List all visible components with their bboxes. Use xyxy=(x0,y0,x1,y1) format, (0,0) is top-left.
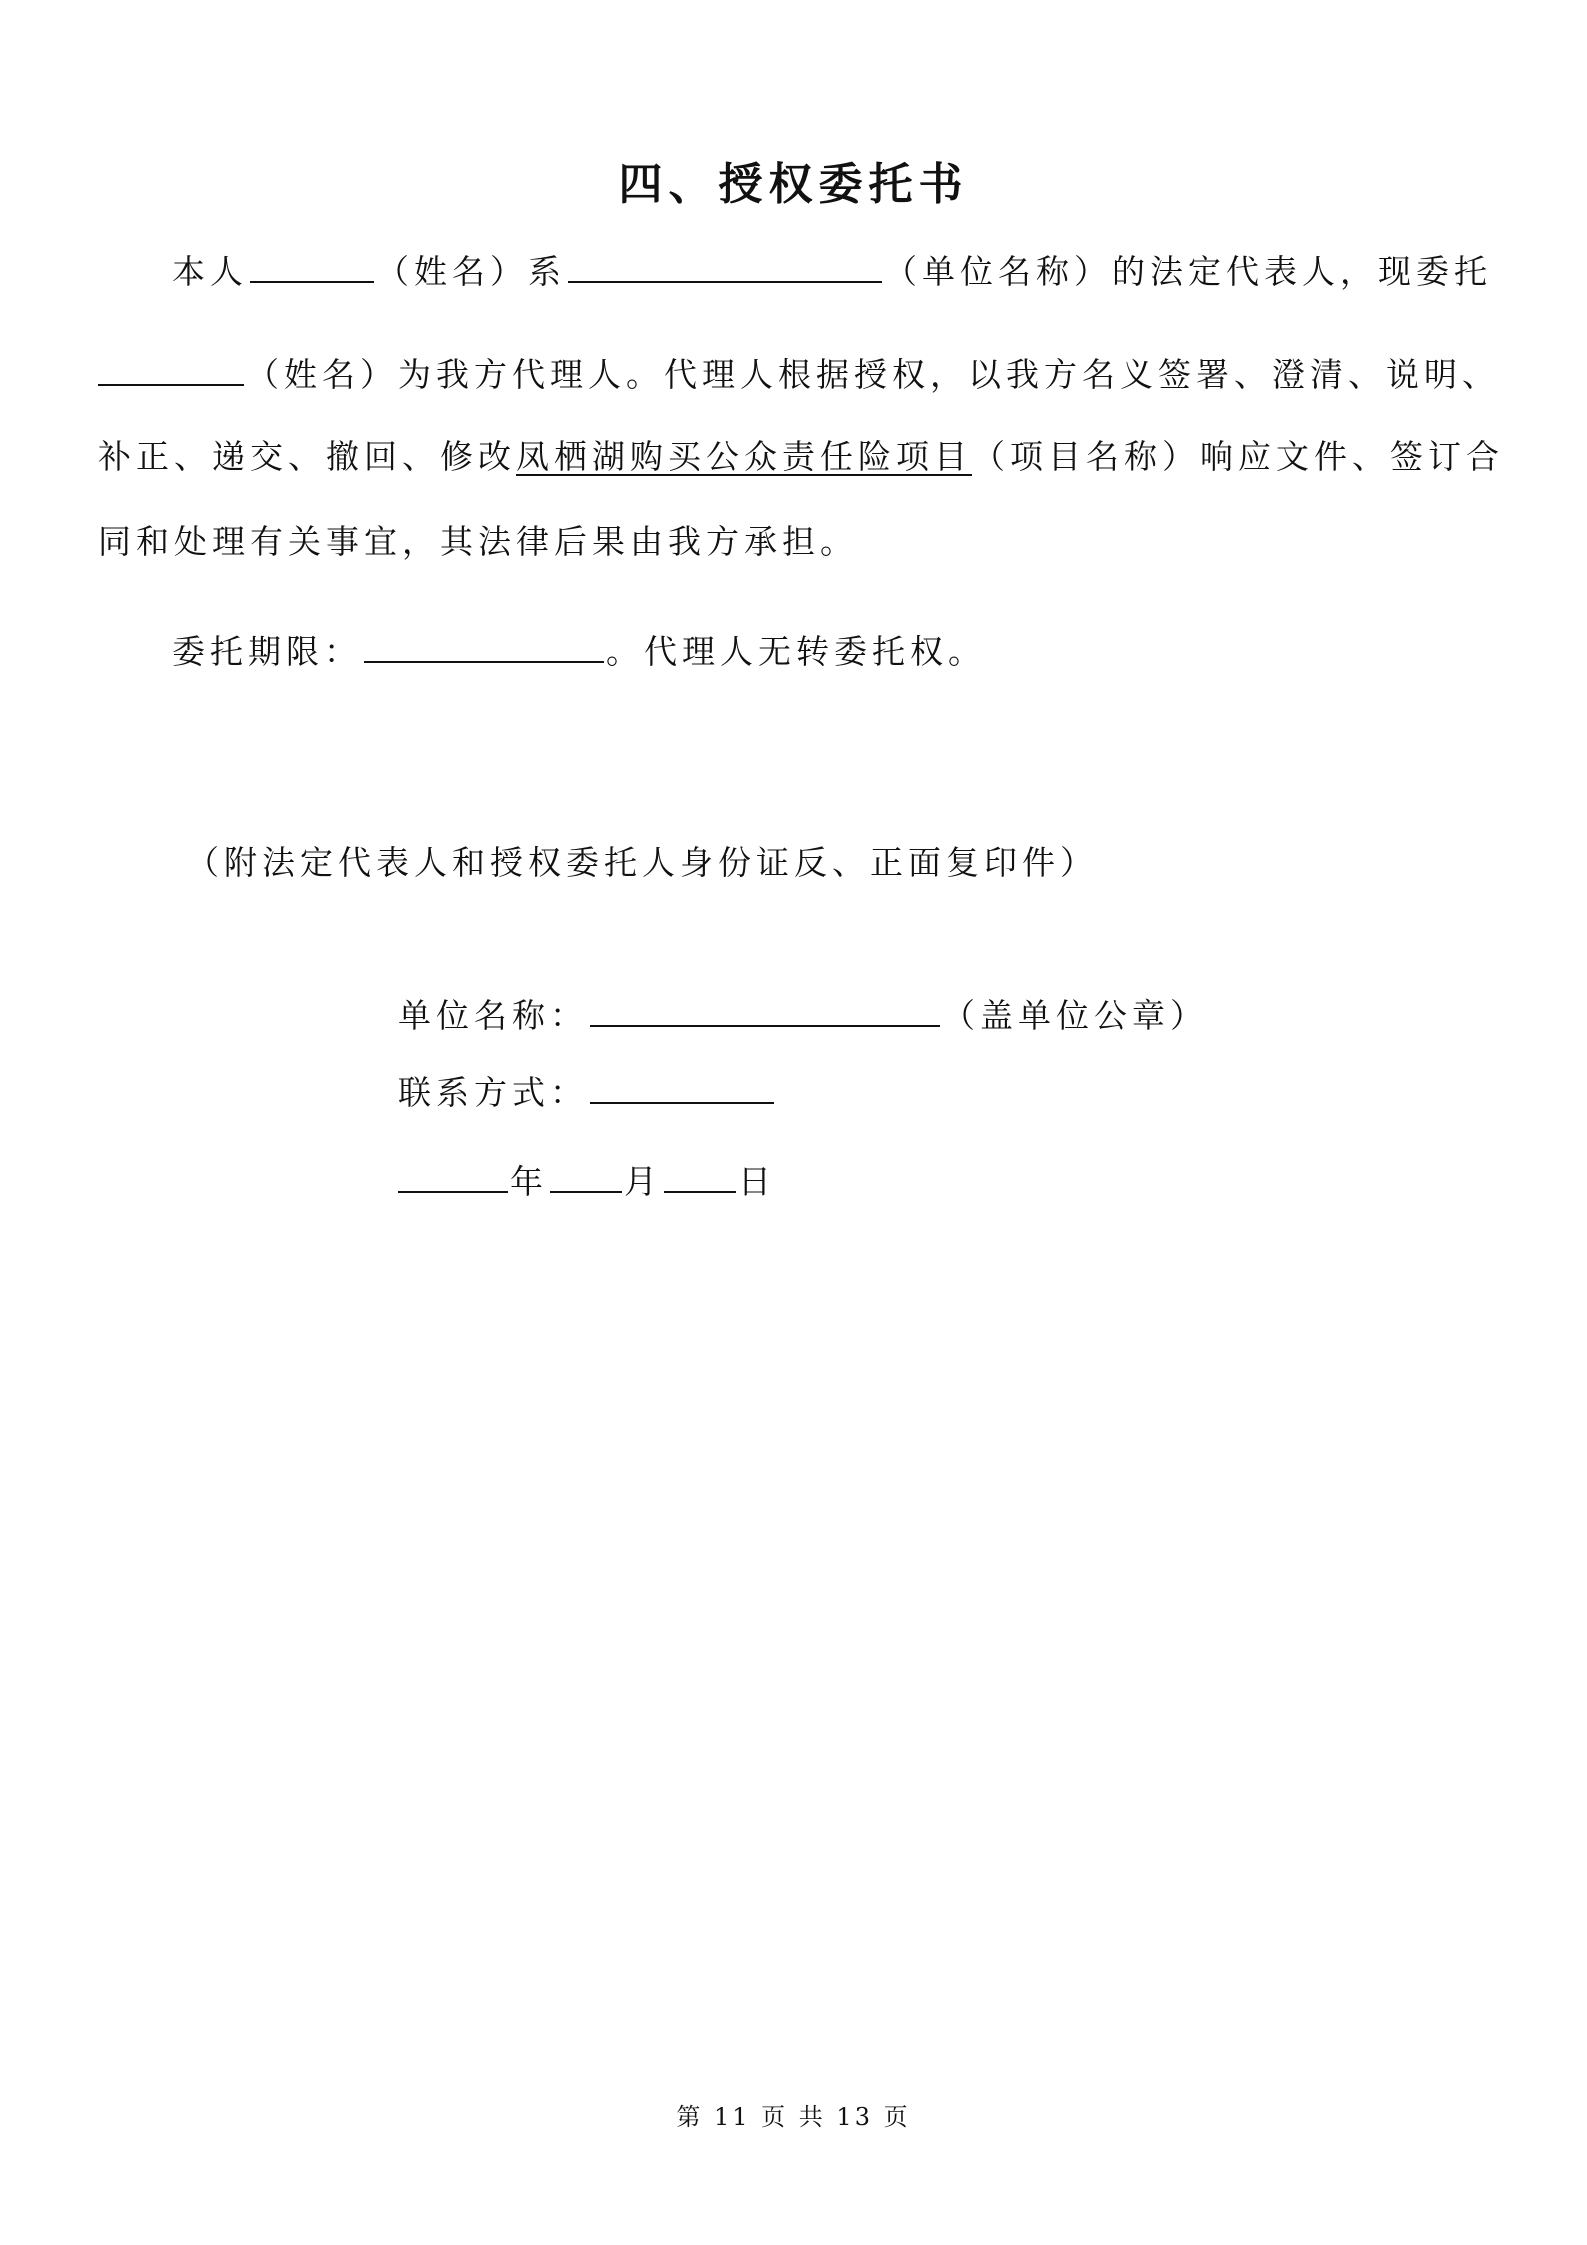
text-segment: （姓名）系 xyxy=(376,252,566,291)
year-blank xyxy=(398,1157,508,1193)
signature-unit-blank xyxy=(590,991,940,1027)
name-blank xyxy=(250,247,374,283)
seal-note: （盖单位公章） xyxy=(942,996,1208,1035)
term-blank xyxy=(364,627,604,663)
term-suffix: 。代理人无转委托权。 xyxy=(606,632,986,671)
date-line xyxy=(398,1157,776,1204)
unit-label: 单位名称： xyxy=(398,996,588,1035)
text-segment: （项目名称）响应文件、签订合 xyxy=(972,437,1504,476)
page-number: 第 11 页 共 13 页 xyxy=(676,2103,911,2131)
attachment-note: （附法定代表人和授权委托人身份证反、正面复印件） xyxy=(186,843,1098,882)
text-segment: （姓名）为我方代理人。代理人根据授权，以我方名义签署、澄清、说明、 xyxy=(246,355,1500,394)
term-line xyxy=(172,627,986,674)
day-blank xyxy=(664,1157,736,1193)
paragraph-line-2 xyxy=(98,350,1500,397)
text-segment: （单位名称）的法定代表人，现委托 xyxy=(884,252,1492,291)
text-segment: 补正、递交、撤回、修改 xyxy=(98,437,516,476)
day-label: 日 xyxy=(738,1162,776,1201)
contact-label: 联系方式： xyxy=(398,1073,588,1112)
text-segment: 本人 xyxy=(172,252,248,291)
unit-name-blank xyxy=(568,247,882,283)
page-title: 四、授权委托书 xyxy=(618,159,969,210)
month-blank xyxy=(550,1157,622,1193)
contact-blank xyxy=(590,1068,774,1104)
paragraph-line-4: 同和处理有关事宜，其法律后果由我方承担。 xyxy=(98,522,858,561)
term-label: 委托期限： xyxy=(172,632,362,671)
contact-line xyxy=(398,1068,776,1115)
month-label: 月 xyxy=(624,1162,662,1201)
unit-name-line xyxy=(398,991,1208,1038)
project-name: 凤栖湖购买公众责任险项目 xyxy=(516,437,972,476)
agent-name-blank xyxy=(98,350,244,386)
paragraph-line-1 xyxy=(172,247,1492,294)
year-label: 年 xyxy=(510,1162,548,1201)
paragraph-line-3 xyxy=(98,435,1504,479)
